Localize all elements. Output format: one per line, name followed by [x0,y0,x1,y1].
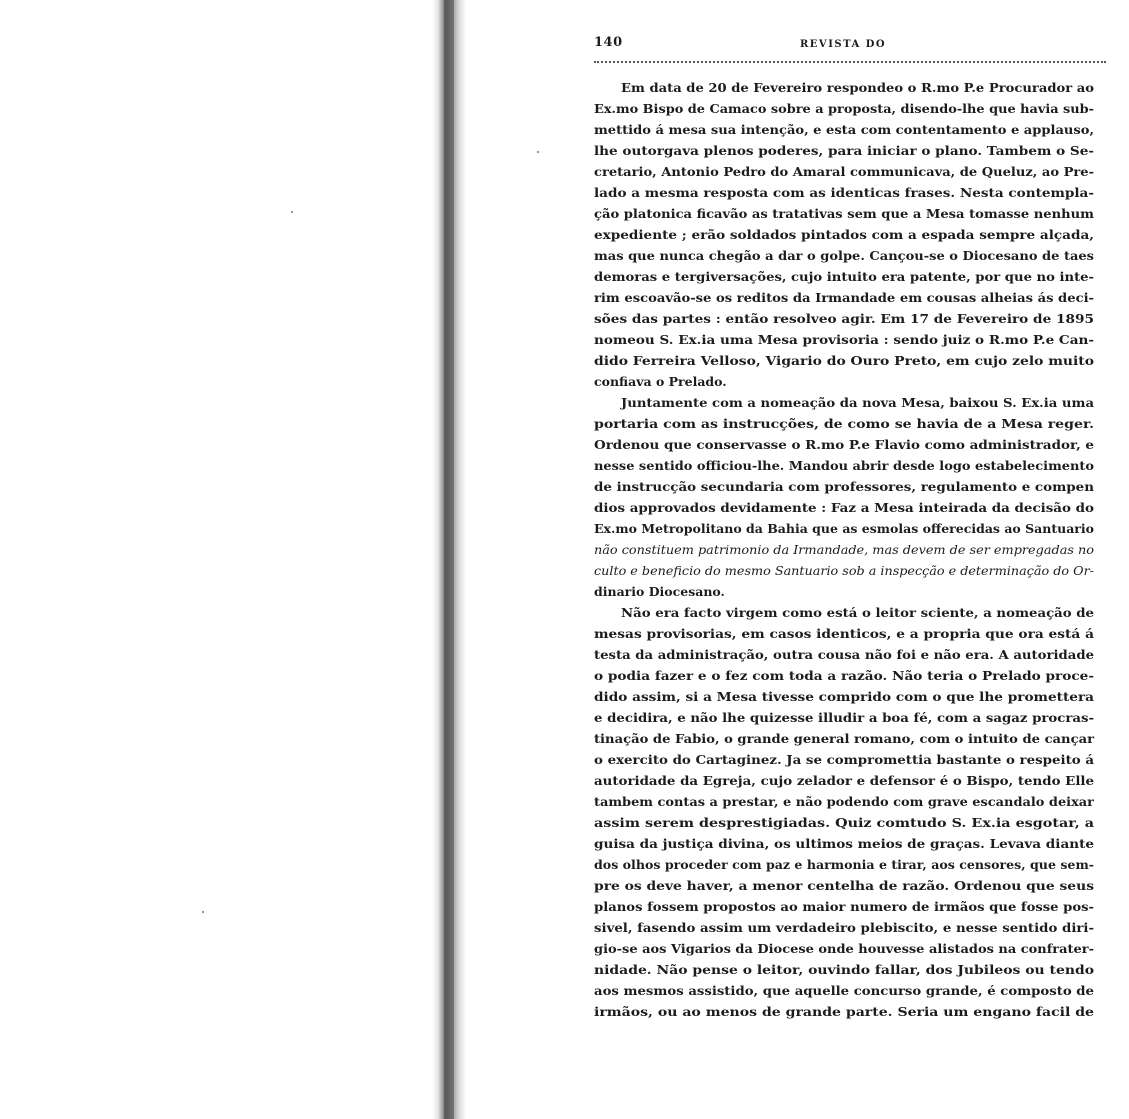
text-line: aos mesmos assistido, que aquelle concurso grande, é composto de [594,983,1094,998]
text-line: ção platonica ficavão as tratativas sem que a Mesa tomasse nenhum [594,206,1094,221]
page-number: 140 [594,35,623,50]
scan-speck [202,911,204,913]
text-line: confiava o Prelado. [594,374,727,389]
text-line: expediente ; erão soldados pintados com a espada sempre alçada, [594,227,1094,242]
text-line: dios approvados devidamente : Faz a Mesa inteirada da decisão do [594,500,1094,515]
text-line: Ex.mo Bispo de Camaco sobre a proposta, disendo-lhe que havia sub- [594,101,1094,116]
text-line: tinação de Fabio, o grande general romano, com o intuito de cançar [594,731,1094,746]
text-line: pre os deve haver, a menor centelha de razão. Ordenou que seus [594,878,1094,893]
text-line: Ordenou que conservasse o R.mo P.e Flavio como administrador, e [594,437,1094,452]
text-line: tambem contas a prestar, e não podendo com grave escandalo deixar [594,794,1094,809]
text-line: Não era facto virgem como está o leitor sciente, a nomeação de [621,605,1094,620]
text-line: não constituem patrimonio da Irmandade, mas devem de ser empregadas no [594,542,1094,557]
text-line: Juntamente com a nomeação da nova Mesa, baixou S. Ex.ia uma [621,395,1094,410]
text-line: mesas provisorias, em casos identicos, e a propria que ora está á [594,626,1094,641]
text-line: o podia fazer e o fez com toda a razão. Não teria o Prelado proce- [594,668,1094,683]
text-line: lado a mesma resposta com as identicas frases. Nesta contempla- [594,185,1094,200]
text-line: dinario Diocesano. [594,584,725,599]
text-line: culto e beneficio do mesmo Santuario sob a inspecção e determinação do Or- [594,563,1094,578]
text-line: portaria com as instrucções, de como se havia de a Mesa reger. [594,416,1094,431]
text-line: sivel, fasendo assim um verdadeiro plebiscito, e nesse sentido diri- [594,920,1094,935]
header-rule [594,61,1106,63]
text-line: irmãos, ou ao menos de grande parte. Seria um engano facil de [594,1004,1094,1019]
text-line: de instrucção secundaria com professores, regulamento e compen [594,479,1094,494]
text-line: Ex.mo Metropolitano da Bahia que as esmolas offerecidas ao Santuario [594,521,1094,536]
text-line: lhe outorgava plenos poderes, para iniciar o plano. Tambem o Se- [594,143,1094,158]
text-line: nomeou S. Ex.ia uma Mesa provisoria : sendo juiz o R.mo P.e Can- [594,332,1094,347]
text-line: gio-se aos Vigarios da Diocese onde houvesse alistados na confrater- [594,941,1094,956]
text-line: dido assim, si a Mesa tivesse comprido com o que lhe promettera [594,689,1094,704]
scan-speck [291,211,293,213]
text-line: demoras e tergiversações, cujo intuito era patente, por que no inte- [594,269,1094,284]
book-spine [444,0,454,1119]
text-line: mas que nunca chegão a dar o golpe. Cançou-se o Diocesano de taes [594,248,1094,263]
text-line: planos fossem propostos ao maior numero de irmãos que fosse pos- [594,899,1094,914]
text-line: o exercito do Cartaginez. Ja se compromettia bastante o respeito á [594,752,1094,767]
text-line: sões das partes : então resolveo agir. Em 17 de Fevereiro de 1895 [594,311,1094,326]
scan-speck [537,151,539,153]
text-line: nidade. Não pense o leitor, ouvindo fallar, dos Jubileos ou tendo [594,962,1094,977]
text-line: Em data de 20 de Fevereiro respondeo o R.mo P.e Procurador ao [621,80,1094,95]
text-line: rim escoavão-se os reditos da Irmandade em cousas alheias ás deci- [594,290,1094,305]
running-head: REVISTA DO [800,39,887,50]
text-line: dos olhos proceder com paz e harmonia e tirar, aos censores, que sem- [594,857,1094,872]
text-line: cretario, Antonio Pedro do Amaral communicava, de Queluz, ao Pre- [594,164,1094,179]
text-line: guisa da justiça divina, os ultimos meios de graças. Levava diante [594,836,1094,851]
text-line: nesse sentido officiou-lhe. Mandou abrir desde logo estabelecimento [594,458,1094,473]
text-line: assim serem desprestigiadas. Quiz comtudo S. Ex.ia esgotar, a [594,815,1094,830]
text-line: testa da administração, outra cousa não foi e não era. A autoridade [594,647,1094,662]
text-line: dido Ferreira Velloso, Vigario do Ouro Preto, em cujo zelo muito [594,353,1094,368]
text-line: e decidira, e não lhe quizesse illudir a boa fé, com a sagaz procras- [594,710,1094,725]
text-line: mettido á mesa sua intenção, e esta com contentamento e applauso, [594,122,1094,137]
text-line: autoridade da Egreja, cujo zelador e defensor é o Bispo, tendo Elle [594,773,1094,788]
